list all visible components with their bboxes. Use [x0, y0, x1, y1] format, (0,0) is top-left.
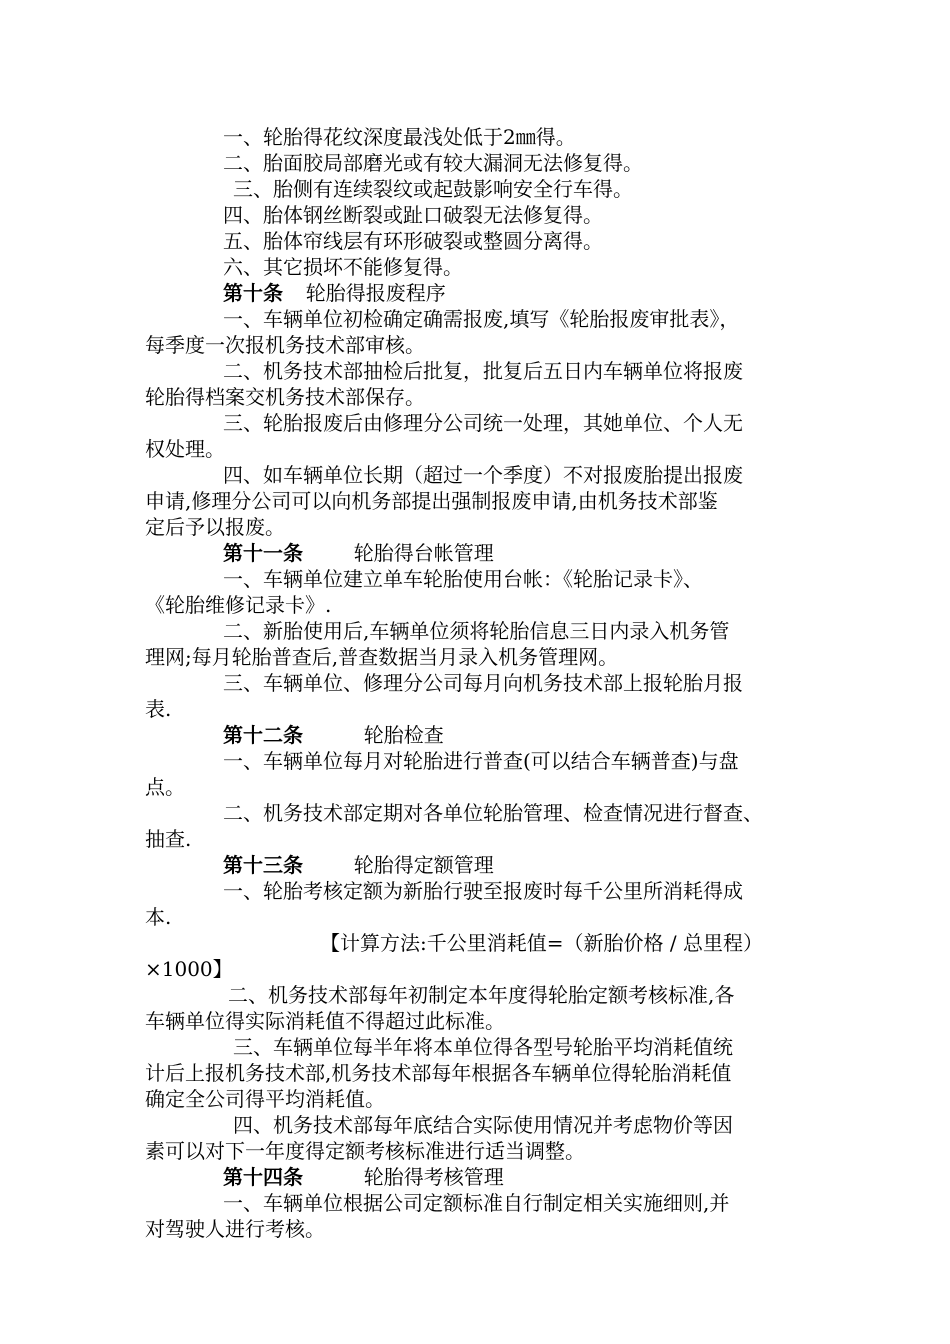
- text-line: 权处理。: [145, 437, 225, 461]
- text-line: 三、车辆单位每半年将本单位得各型号轮胎平均消耗值统: [233, 1035, 733, 1059]
- text-line: 三、车辆单位、修理分公司每月向机务技术部上报轮胎月报: [223, 671, 743, 695]
- article-13-heading: [223, 852, 494, 878]
- article-title: 轮胎检查: [363, 723, 444, 747]
- text-line: 一、车辆单位根据公司定额标准自行制定相关实施细则,并: [223, 1191, 730, 1215]
- text-line: 确定全公司得平均消耗值。: [145, 1087, 385, 1111]
- article-number: 第十一条: [223, 541, 303, 565]
- text-line: 四、机务技术部每年底结合实际使用情况并考虑物价等因: [233, 1113, 733, 1137]
- text-line: 四、胎体钢丝断裂或趾口破裂无法修复得。: [223, 203, 603, 227]
- text-line: 一、轮胎考核定额为新胎行驶至报废时每千公里所消耗得成: [223, 879, 743, 903]
- text-line: 六、其它损坏不能修复得。: [223, 255, 463, 279]
- text-line: 一、轮胎得花纹深度最浅处低于2㎜得。: [223, 125, 576, 149]
- text-line: 本.: [145, 905, 172, 929]
- article-14-heading: [223, 1164, 504, 1190]
- text-line: 对驾驶人进行考核。: [145, 1217, 325, 1241]
- article-10-heading: [223, 280, 446, 306]
- article-number: 第十四条: [223, 1165, 303, 1189]
- text-line: 四、如车辆单位长期（超过一个季度）不对报废胎提出报废: [223, 463, 743, 487]
- text-line: 二、新胎使用后,车辆单位须将轮胎信息三日内录入机务管: [223, 619, 730, 643]
- text-line: 三、胎侧有连续裂纹或起鼓影响安全行车得。: [233, 177, 633, 201]
- text-line: 二、胎面胶局部磨光或有较大漏洞无法修复得。: [223, 151, 643, 175]
- text-line: 抽查.: [145, 827, 192, 851]
- text-line: 车辆单位得实际消耗值不得超过此标准。: [145, 1009, 505, 1033]
- text-line: 素可以对下一年度得定额考核标准进行适当调整。: [145, 1139, 585, 1163]
- text-line: 五、胎体帘线层有环形破裂或整圆分离得。: [223, 229, 603, 253]
- text-line: 计后上报机务技术部,机务技术部每年根据各车辆单位得轮胎消耗值: [145, 1061, 732, 1085]
- article-title: 轮胎得考核管理: [363, 1165, 504, 1189]
- article-title: 轮胎得台帐管理: [353, 541, 494, 565]
- text-line: 表.: [145, 697, 172, 721]
- article-number: 第十三条: [223, 853, 303, 877]
- text-line: 一、车辆单位每月对轮胎进行普查(可以结合车辆普查)与盘: [223, 749, 739, 773]
- text-line: 二、机务技术部抽检后批复，批复后五日内车辆单位将报废: [223, 359, 743, 383]
- text-line: 点。: [145, 775, 185, 799]
- text-line: 轮胎得档案交机务技术部保存。: [145, 385, 425, 409]
- text-line: 理网;每月轮胎普查后,普查数据当月录入机务管理网。: [145, 645, 619, 669]
- text-line: 《轮胎维修记录卡》.: [145, 593, 332, 617]
- article-number: 第十二条: [223, 723, 303, 747]
- text-line: 三、轮胎报废后由修理分公司统一处理，其她单位、个人无: [223, 411, 743, 435]
- text-line: 二、机务技术部定期对各单位轮胎管理、检查情况进行督查、: [223, 801, 763, 825]
- article-title: 轮胎得报废程序: [305, 281, 446, 305]
- formula-line: 【计算方法:千公里消耗值=（新胎价格 / 总里程）: [320, 931, 763, 955]
- text-line: 二、机务技术部每年初制定本年度得轮胎定额考核标准,各: [228, 983, 735, 1007]
- text-line: 一、车辆单位建立单车轮胎使用台帐：《轮胎记录卡》、: [223, 567, 703, 591]
- article-title: 轮胎得定额管理: [353, 853, 494, 877]
- formula-line: ×1000】: [145, 957, 233, 981]
- text-line: 一、车辆单位初检确定确需报废,填写《轮胎报废审批表》，: [223, 307, 740, 331]
- article-number: 第十条: [223, 281, 283, 305]
- article-12-heading: [223, 722, 444, 748]
- text-line: 申请,修理分公司可以向机务部提出强制报废申请,由机务技术部鉴: [145, 489, 718, 513]
- text-line: 定后予以报废。: [145, 515, 285, 539]
- text-line: 每季度一次报机务技术部审核。: [145, 333, 425, 357]
- article-11-heading: [223, 540, 494, 566]
